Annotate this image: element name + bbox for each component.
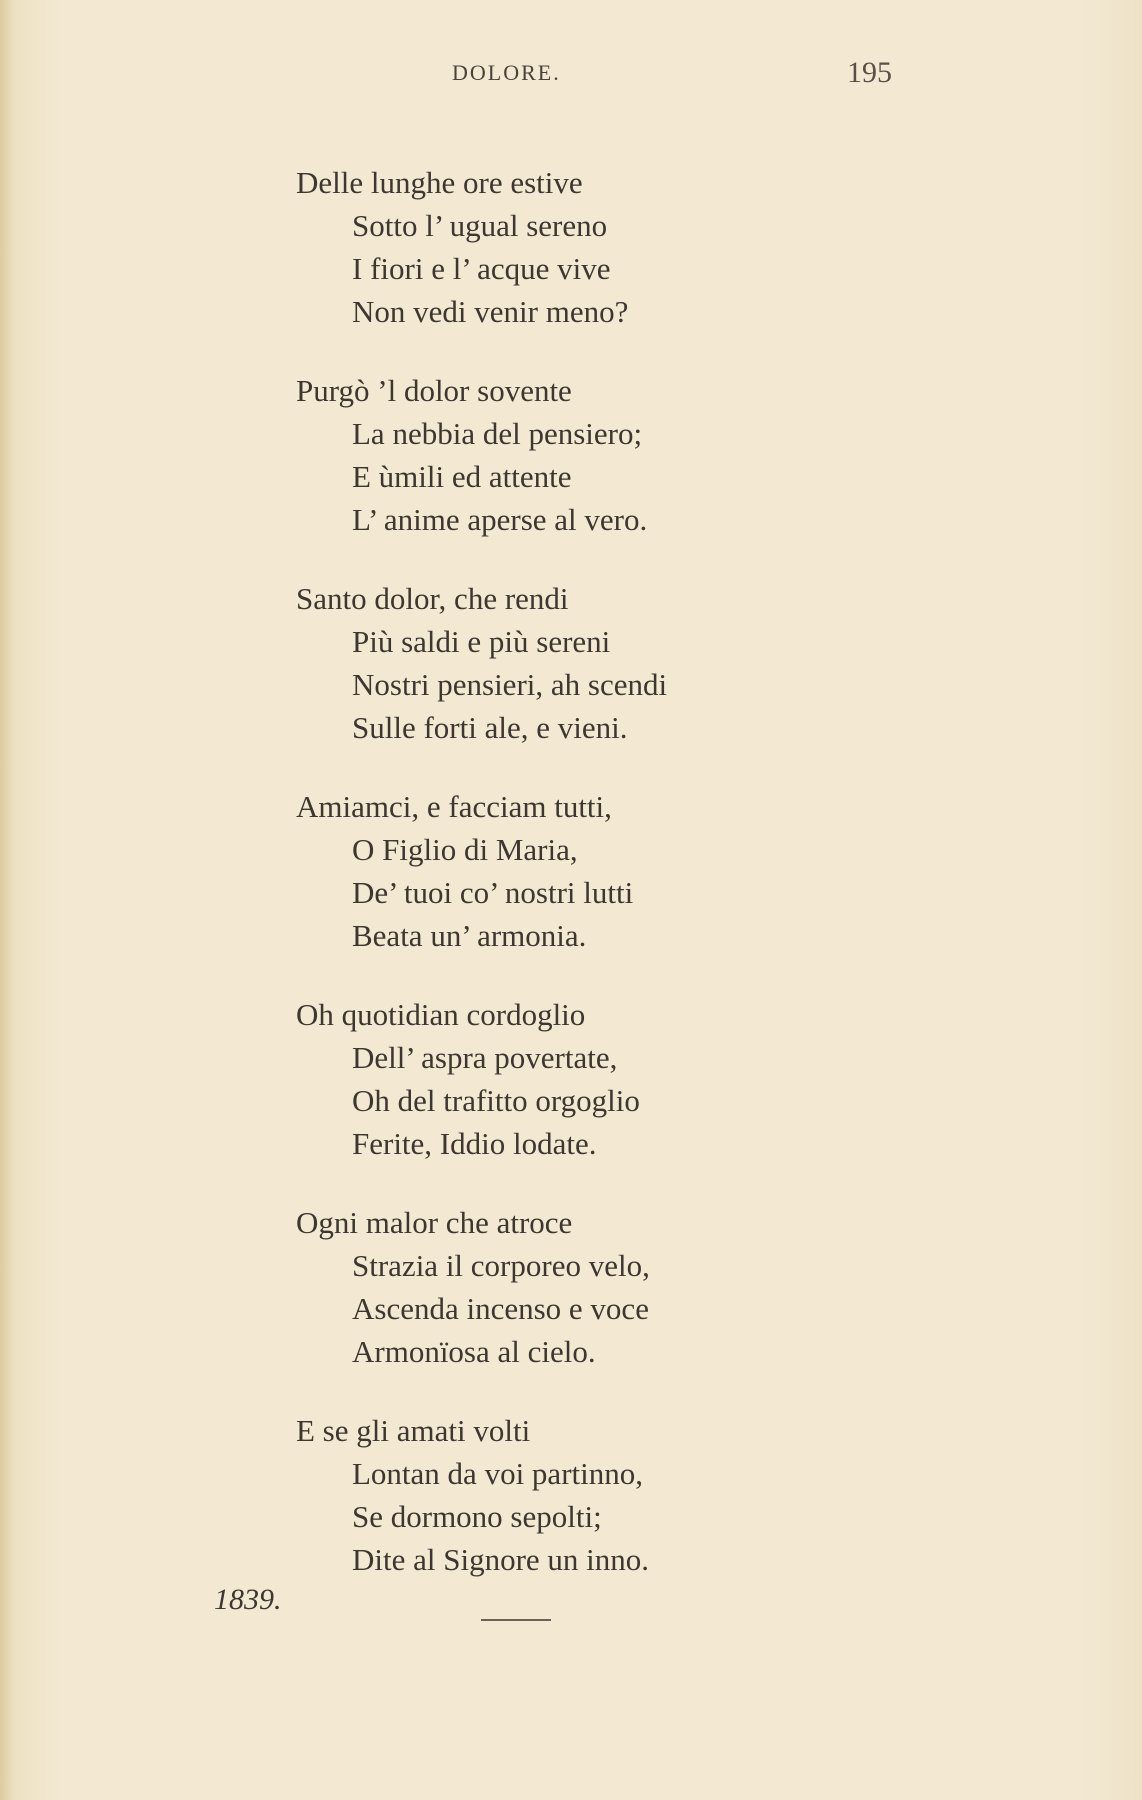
composition-date: 1839.: [214, 1583, 282, 1616]
verse-line: Strazia il corporeo velo,: [352, 1248, 650, 1283]
verse-line: Più saldi e più sereni: [352, 624, 611, 659]
verse-line: E se gli amati volti: [296, 1413, 531, 1448]
verse-line: Armonïosa al cielo.: [352, 1334, 596, 1369]
stanza-5: [296, 993, 640, 1165]
stanza-7: [296, 1409, 649, 1581]
stanza-4: [296, 785, 633, 957]
verse-line: E ùmili ed attente: [352, 459, 572, 494]
stanza-6: [296, 1201, 650, 1373]
verse-line: La nebbia del pensiero;: [352, 416, 643, 451]
verse-line: Ascenda incenso e voce: [352, 1291, 649, 1326]
end-rule: [481, 1619, 551, 1621]
verse-line: Purgò ’l dolor sovente: [296, 373, 572, 408]
verse-line: Nostri pensieri, ah scendi: [352, 667, 668, 702]
verse-line: Oh del trafitto orgoglio: [352, 1083, 640, 1118]
verse-line: De’ tuoi co’ nostri lutti: [352, 875, 634, 910]
verse-line: L’ anime aperse al vero.: [352, 502, 648, 537]
verse-line: Sotto l’ ugual sereno: [352, 208, 608, 243]
verse-line: Se dormono sepolti;: [352, 1499, 602, 1534]
stanza-2: [296, 369, 647, 541]
verse-line: Santo dolor, che rendi: [296, 581, 569, 616]
verse-line: Non vedi venir meno?: [352, 294, 629, 329]
verse-line: Ogni malor che atroce: [296, 1205, 573, 1240]
verse-line: Ferite, Iddio lodate.: [352, 1126, 597, 1161]
verse-line: Beata un’ armonia.: [352, 918, 587, 953]
stanza-1: [296, 161, 628, 333]
page-number: 195: [847, 56, 892, 89]
verse-line: I fiori e l’ acque vive: [352, 251, 611, 286]
verse-line: Dite al Signore un inno.: [352, 1542, 650, 1577]
verse-line: O Figlio di Maria,: [352, 832, 578, 867]
running-header-title: DOLORE.: [452, 60, 561, 85]
verse-line: Dell’ aspra povertate,: [352, 1040, 618, 1075]
verse-line: Delle lunghe ore estive: [296, 165, 583, 200]
verse-line: Sulle forti ale, e vieni.: [352, 710, 628, 745]
verse-line: Oh quotidian cordoglio: [296, 997, 586, 1032]
stanza-3: [296, 577, 667, 749]
verse-line: Lontan da voi partinno,: [352, 1456, 643, 1491]
verse-line: Amiamci, e facciam tutti,: [296, 789, 612, 824]
